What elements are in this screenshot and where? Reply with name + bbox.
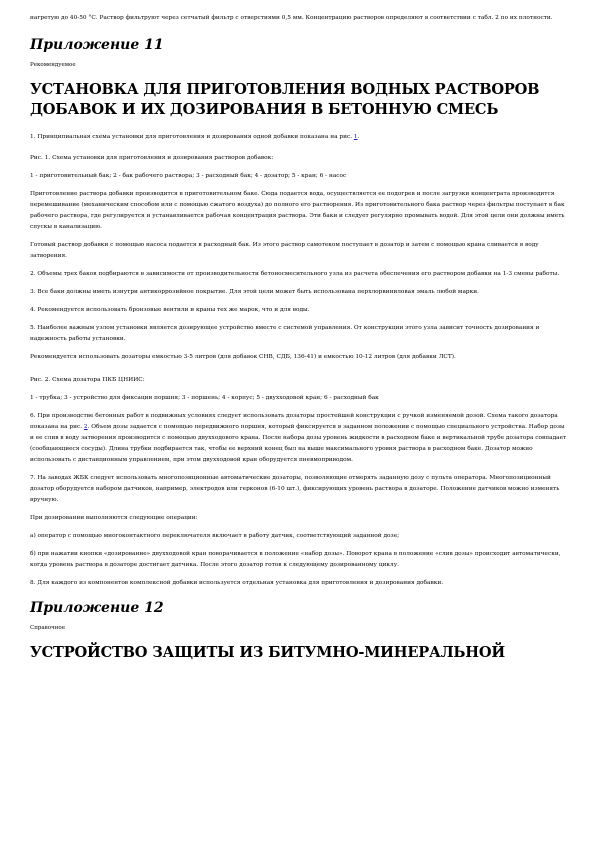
item-8: 8. Для каждого из компонентов комплексной добавки используется отдельная установка для приготовления и дозирования добавки.: [30, 580, 444, 586]
item-6: [30, 411, 567, 466]
appendix-12-heading: Приложение 12: [30, 600, 164, 616]
figure-2-caption: Рис. 2. Схема дозатора ПКБ ЦНИИС:: [30, 377, 145, 383]
operation-b: б) при нажатии кнопки «дозирование» двухходовой кран поворачивается в положение «набор дозы». Поворот крана в положение «слив дозы» происходит автоматически, когда уровень раствора в дозаторе достигает датчика. После этого дозатор готов к следующему дозированному циклу.: [30, 551, 561, 568]
item-3: 3. Все баки должны иметь изнутри антикоррозийное покрытие. Для этой цели может быть использована перхлорвиниловая эмаль любой марки.: [30, 289, 479, 295]
item-6-text-start: 6. При производстве бетонных работ в подвижных условиях следует использовать дозаторы простейшей конструкции с ручкой изменяемой дозой. Схема такого дозатора показана на рис.: [30, 413, 558, 430]
operation-a: а) оператор с помощью многоконтактного переключателя включает в работу датчик, соответствующий заданной дозе;: [30, 533, 400, 539]
figure-1-caption: Рис. 1. Схема установки для приготовления и дозирования растворов добавок:: [30, 155, 274, 161]
item-1: [30, 132, 567, 143]
appendix-11-tag: Рекомендуемое: [30, 62, 76, 68]
appendix-11-heading: Приложение 11: [30, 37, 164, 53]
operations-intro: При дозировании выполняются следующие операции:: [30, 515, 198, 521]
item-5: 5. Наиболее важным узлом установки является дозирующее устройство вместе с системой управления. От конструкции этого узла зависит точность дозирования и надежность работы установки.: [30, 325, 540, 342]
figure-2-link[interactable]: 2: [83, 424, 88, 430]
figure-2-legend: 1 - трубка; 3 - устройство для фиксации поршня; 3 - поршень; 4 - корпус; 5 - двухходовой кран; 6 - расходный бак: [30, 395, 379, 401]
item-6-text-end: . Объем дозы задается с помощью передвижного поршня, который фиксируется в заданном положении с помощью специального устройства. Набор дозы и ее слив в воду затворения производится с помощью двухходового крана. После набора дозы уровень жидкости в расходном баке и вертикальной трубе дозатора совпадает (сообщающиеся сосуды). Длина трубки подбирается так, чтобы ее верхний конец был на выше максимального уровня раствора в расходном баке. Дозатор можно использовать с дистанционным управлением, при этом двухходовой кран оборудуется пневмоприводом.: [30, 424, 567, 463]
item-7: 7. На заводах ЖБК следует использовать многопозиционные автоматические дозаторы, позволяющие отмерять заданную дозу с пульта оператора. Многопозиционный дозатор оборудуется набором датчиков, например, электродов или герконов (6-10 шт.), фиксирующих уровень раствора в дозаторе. Положение датчиков можно изменять вручную.: [30, 475, 560, 503]
figure-1-link[interactable]: 1: [353, 134, 358, 140]
appendix-12-tag: Справочное: [30, 625, 65, 631]
paragraph-dosers: Рекомендуется использовать дозаторы емкостью 3-5 литров (для добавок СНВ, СДБ, 136-41) и емкостью 10-12 литров (для добавки ЛСТ).: [30, 354, 456, 360]
paragraph-preparation: Приготовление раствора добавки производится в приготовительном баке. Сюда подается вода, осуществляется ее подогрев и после загрузки концентрата производится перемешивание (механическим способом или с помощью сжатого воздуха) до полного его растворения. Из приготовительного бака раствор через фильтры поступает в бак рабочего раствора, где регулируется и устанавливается рабочая концентрация раствора. Эти баки и следует регулярно промывать водой. Для этой цели они должны иметь спускы в канализацию.: [30, 191, 565, 230]
appendix-11-title: УСТАНОВКА ДЛЯ ПРИГОТОВЛЕНИЯ ВОДНЫХ РАСТВОРОВ ДОБАВОК И ИХ ДОЗИРОВАНИЯ В БЕТОННУЮ СМЕСЬ: [30, 81, 540, 118]
item-2: 2. Объемы трех баков подбираются в зависимости от производительности бетоносмесительного узла из расчета обеспечения его раствором добавки на 1-3 смены работы.: [30, 271, 560, 277]
figure-1-legend: 1 - приготовительный бак; 2 - бак рабочего раствора; 3 - расходный бак; 4 - дозатор; 5 - кран; 6 - насос: [30, 173, 347, 179]
item-1-tail: .: [357, 134, 360, 140]
item-4: 4. Рекомендуется использовать бронзовые вентили и краны тех же марок, что и для воды.: [30, 307, 310, 313]
item-1-text: 1. Принципиальная схема установки для приготовления и дозирования одной добавки показана на рис.: [30, 134, 354, 140]
appendix-12-title: УСТРОЙСТВО ЗАЩИТЫ ИЗ БИТУМНО-МИНЕРАЛЬНОЙ: [30, 644, 505, 661]
paragraph-intro: нагретую до 40-50 °С. Раствор фильтруют через сетчатый фильтр с отверстиями 0,5 мм. Концентрацию растворов определяют в соответствии с табл. 2 по их плотности.: [30, 15, 553, 21]
paragraph-pump: Готовый раствор добавки с помощью насоса подается в расходный бак. Из этого раствор самотеком поступает в дозатор и затем с помощью крана сливается в воду затворения.: [30, 242, 539, 259]
